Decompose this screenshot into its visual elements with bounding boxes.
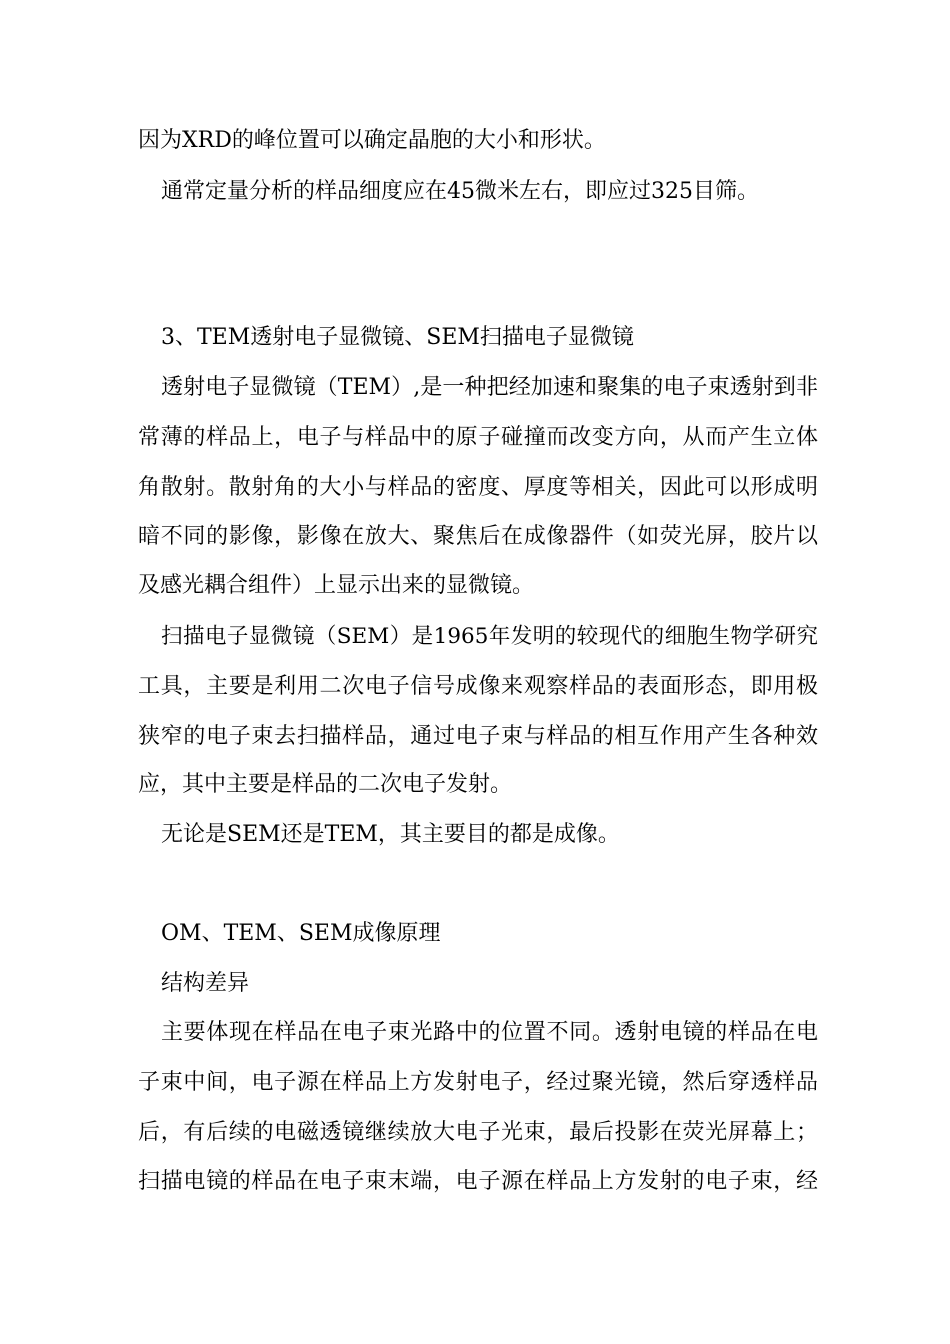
- paragraph-line: 扫描电子显微镜（SEM）是1965年发明的较现代的细胞生物学研究: [161, 624, 818, 649]
- paragraph-line: 透射电子显微镜（TEM）,是一种把经加速和聚集的电子束透射到非: [161, 375, 818, 400]
- paragraph-line: 主要体现在样品在电子束光路中的位置不同。透射电镜的样品在电: [161, 1020, 818, 1045]
- section-heading: OM、TEM、SEM成像原理: [161, 921, 441, 946]
- section-heading: 3、TEM透射电子显微镜、SEM扫描电子显微镜: [161, 325, 634, 350]
- paragraph-line: 暗不同的影像，影像在放大、聚焦后在成像器件（如荧光屏，胶片以: [138, 524, 818, 549]
- paragraph-line: 后，有后续的电磁透镜继续放大电子光束，最后投影在荧光屏幕上；: [138, 1120, 818, 1145]
- paragraph-line: 及感光耦合组件）上显示出来的显微镜。: [138, 573, 535, 598]
- paragraph-line: 角散射。散射角的大小与样品的密度、厚度等相关，因此可以形成明: [138, 475, 818, 500]
- paragraph-line: 无论是SEM还是TEM，其主要目的都是成像。: [161, 822, 620, 847]
- subsection-heading: 结构差异: [161, 971, 250, 996]
- paragraph-line: 常薄的样品上，电子与样品中的原子碰撞而改变方向，从而产生立体: [138, 425, 818, 450]
- paragraph-line: 通常定量分析的样品细度应在45微米左右，即应过325目筛。: [161, 179, 759, 204]
- paragraph-line: 工具，主要是利用二次电子信号成像来观察样品的表面形态，即用极: [138, 674, 818, 699]
- paragraph-line: 狭窄的电子束去扫描样品，通过电子束与样品的相互作用产生各种效: [138, 724, 818, 749]
- paragraph-line: 因为XRD的峰位置可以确定晶胞的大小和形状。: [138, 128, 606, 153]
- paragraph-line: 应，其中主要是样品的二次电子发射。: [138, 772, 513, 797]
- paragraph-line: 子束中间，电子源在样品上方发射电子，经过聚光镜，然后穿透样品: [138, 1070, 818, 1095]
- paragraph-line: 扫描电镜的样品在电子束末端，电子源在样品上方发射的电子束，经: [138, 1169, 818, 1194]
